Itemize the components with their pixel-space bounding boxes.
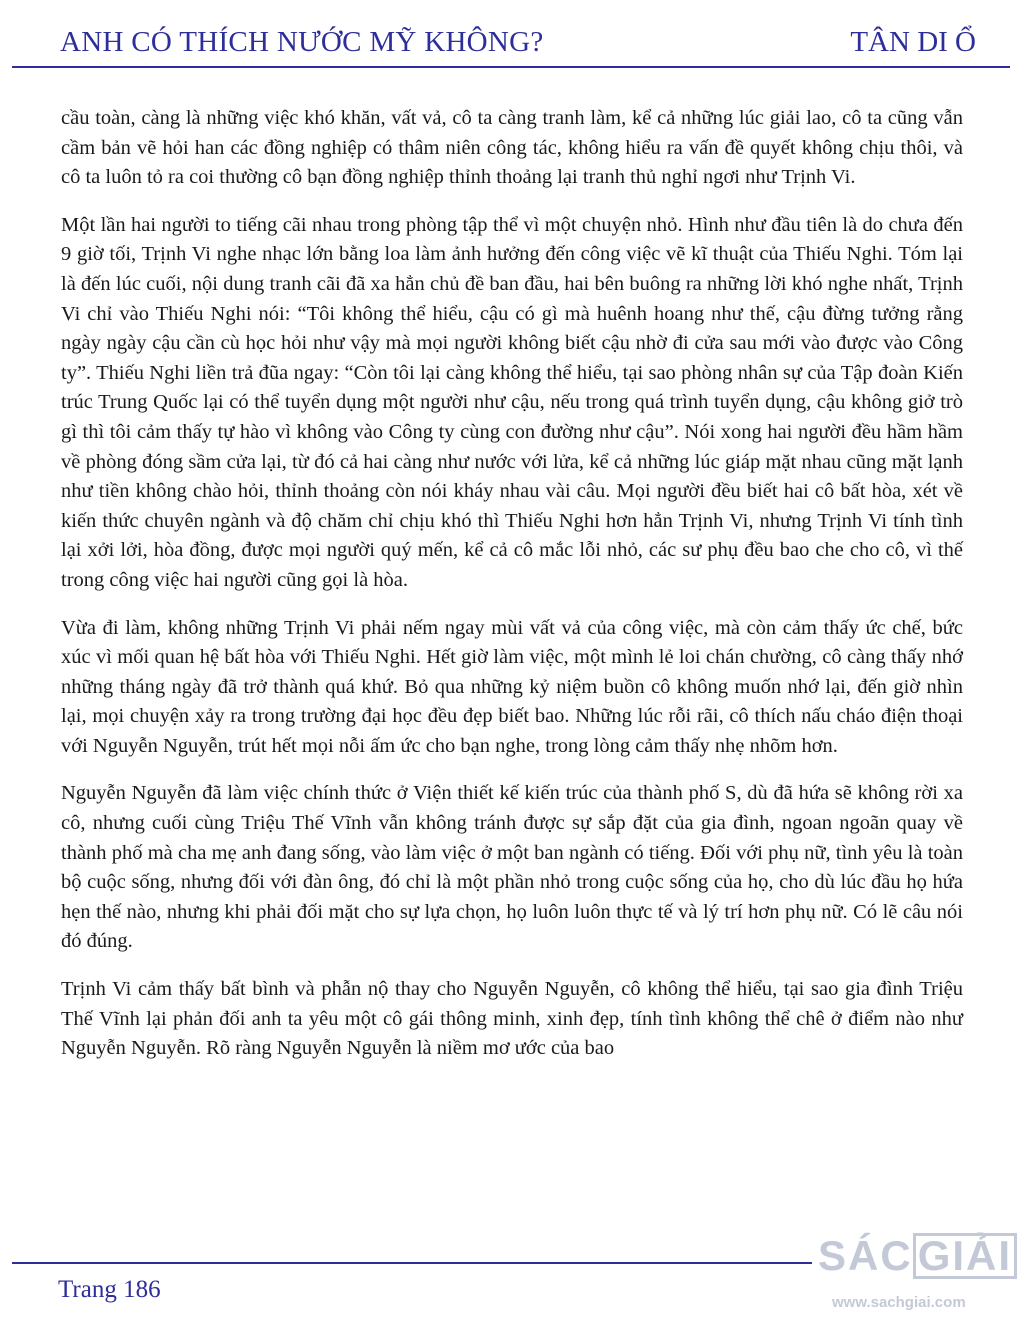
- paragraph: Nguyễn Nguyễn đã làm việc chính thức ở Viện thiết kế kiến trúc của thành phố S, dù đã hứa sẽ không rời xa cô, nhưng cuối cùng Triệu Thế Vĩnh vẫn không tránh được sự sắp đặt của gia đình, ngoan ngoãn quay về thành phố mà cha mẹ anh đang sống, vào làm việc ở một ban ngành có tiếng. Đối với phụ nữ, tình yêu là toàn bộ cuộc sống, nhưng đối với đàn ông, đó chỉ là một phần nhỏ trong cuộc sống của họ, cho dù lúc đầu họ hứa hẹn thế nào, nhưng khi phải đối mặt cho sự lựa chọn, họ luôn luôn thực tế và lý trí hơn phụ nữ. Có lẽ câu nói đó đúng.: [61, 782, 963, 953]
- watermark-word-b: GIẢI: [913, 1233, 1017, 1279]
- watermark-wordmark: [818, 1232, 1017, 1280]
- book-title: ANH CÓ THÍCH NƯỚC MỸ KHÔNG?: [60, 26, 544, 58]
- paragraph: Vừa đi làm, không những Trịnh Vi phải nếm ngay mùi vất vả của công việc, mà còn cảm thấy ức chế, bức xúc vì mối quan hệ bất hòa với Thiếu Nghi. Hết giờ làm việc, một mình lẻ loi chán chường, cô càng thấy nhớ những tháng ngày đã trở thành quá khứ. Bỏ qua những kỷ niệm buồn cô không muốn nhớ lại, đến giờ nhìn lại, mọi chuyện xảy ra trong trường đại học đều đẹp biết bao. Những lúc rỗi rãi, cô thích nấu cháo điện thoại với Nguyễn Nguyễn, trút hết mọi nỗi ấm ức cho bạn nghe, trong lòng cảm thấy nhẹ nhõm hơn.: [61, 616, 963, 757]
- footer-rule: [12, 1262, 812, 1264]
- page-header: [0, 0, 1024, 70]
- paragraph: Trịnh Vi cảm thấy bất bình và phẫn nộ thay cho Nguyễn Nguyễn, cô không thể hiểu, tại sao gia đình Triệu Thế Vĩnh lại phản đối anh ta yêu một cô gái thông minh, xinh đẹp, tính tình không thể chê ở điểm nào như Nguyễn Nguyễn. Rõ ràng Nguyễn Nguyễn là niềm mơ ước của bao: [61, 978, 963, 1060]
- watermark-logo: [818, 1222, 1024, 1322]
- watermark-url: www.sachgiai.com: [832, 1294, 966, 1311]
- paragraph: Một lần hai người to tiếng cãi nhau trong phòng tập thể vì một chuyện nhỏ. Hình như đầu tiên là do chưa đến 9 giờ tối, Trịnh Vi nghe nhạc lớn bằng loa làm ảnh hưởng đến công việc vẽ kĩ thuật của Thiếu Nghi. Tóm lại là đến lúc cuối, nội dung tranh cãi đã xa hẳn chủ đề ban đầu, hai bên buông ra những lời khó nghe nhất, Trịnh Vi chỉ vào Thiếu Nghi nói: “Tôi không thể hiểu, cậu có gì mà huênh hoang như thế, cậu đừng tưởng rằng ngày ngày cậu cần cù học hỏi như vậy mà mọi người không biết cậu nhờ đi cửa sau mới vào được vào Công ty”. Thiếu Nghi liền trả đũa ngay: “Còn tôi lại càng không thể hiểu, tại sao phòng nhân sự của Tập đoàn Kiến trúc Trung Quốc lại có thể tuyển dụng một người như cậu, nếu trong quá trình tuyển dụng, cậu không giở trò gì thì tôi cảm thấy tự hào vì không vào Công ty cùng con đường như cậu”. Nói xong hai người đều hầm hầm về phòng đóng sầm cửa lại, từ đó cả hai càng như nước với lửa, kể cả những lúc giáp mặt nhau cũng mặt lạnh như tiền không chào hỏi, thỉnh thoảng còn nói kháy nhau vài câu. Mọi người đều biết hai cô bất hòa, xét về kiến thức chuyên ngành và độ chăm chỉ chịu khó thì Thiếu Nghi hơn hẳn Trịnh Vi, nhưng Trịnh Vi tính tình lại xởi lởi, hòa đồng, được mọi người quý mến, kể cả cô mắc lỗi nhỏ, các sư phụ đều bao che cho cô, vì thế trong công việc hai người cũng gọi là hòa.: [61, 213, 963, 591]
- paragraph: cầu toàn, càng là những việc khó khăn, vất vả, cô ta càng tranh làm, kể cả những lúc giải lao, cô ta cũng vẫn cầm bản vẽ hỏi han các đồng nghiệp có thâm niên công tác, không hiểu ra vấn đề quyết không chịu thôi, và cô ta luôn tỏ ra coi thường cô bạn đồng nghiệp thỉnh thoảng lại tranh thủ nghỉ ngơi như Trịnh Vi.: [61, 107, 963, 189]
- page-body: [61, 104, 963, 1082]
- header-rule: [12, 66, 1010, 68]
- watermark-word-a: SÁC: [818, 1232, 913, 1279]
- author-name: TÂN DI Ổ: [850, 26, 976, 58]
- page-number: Trang 186: [58, 1276, 161, 1303]
